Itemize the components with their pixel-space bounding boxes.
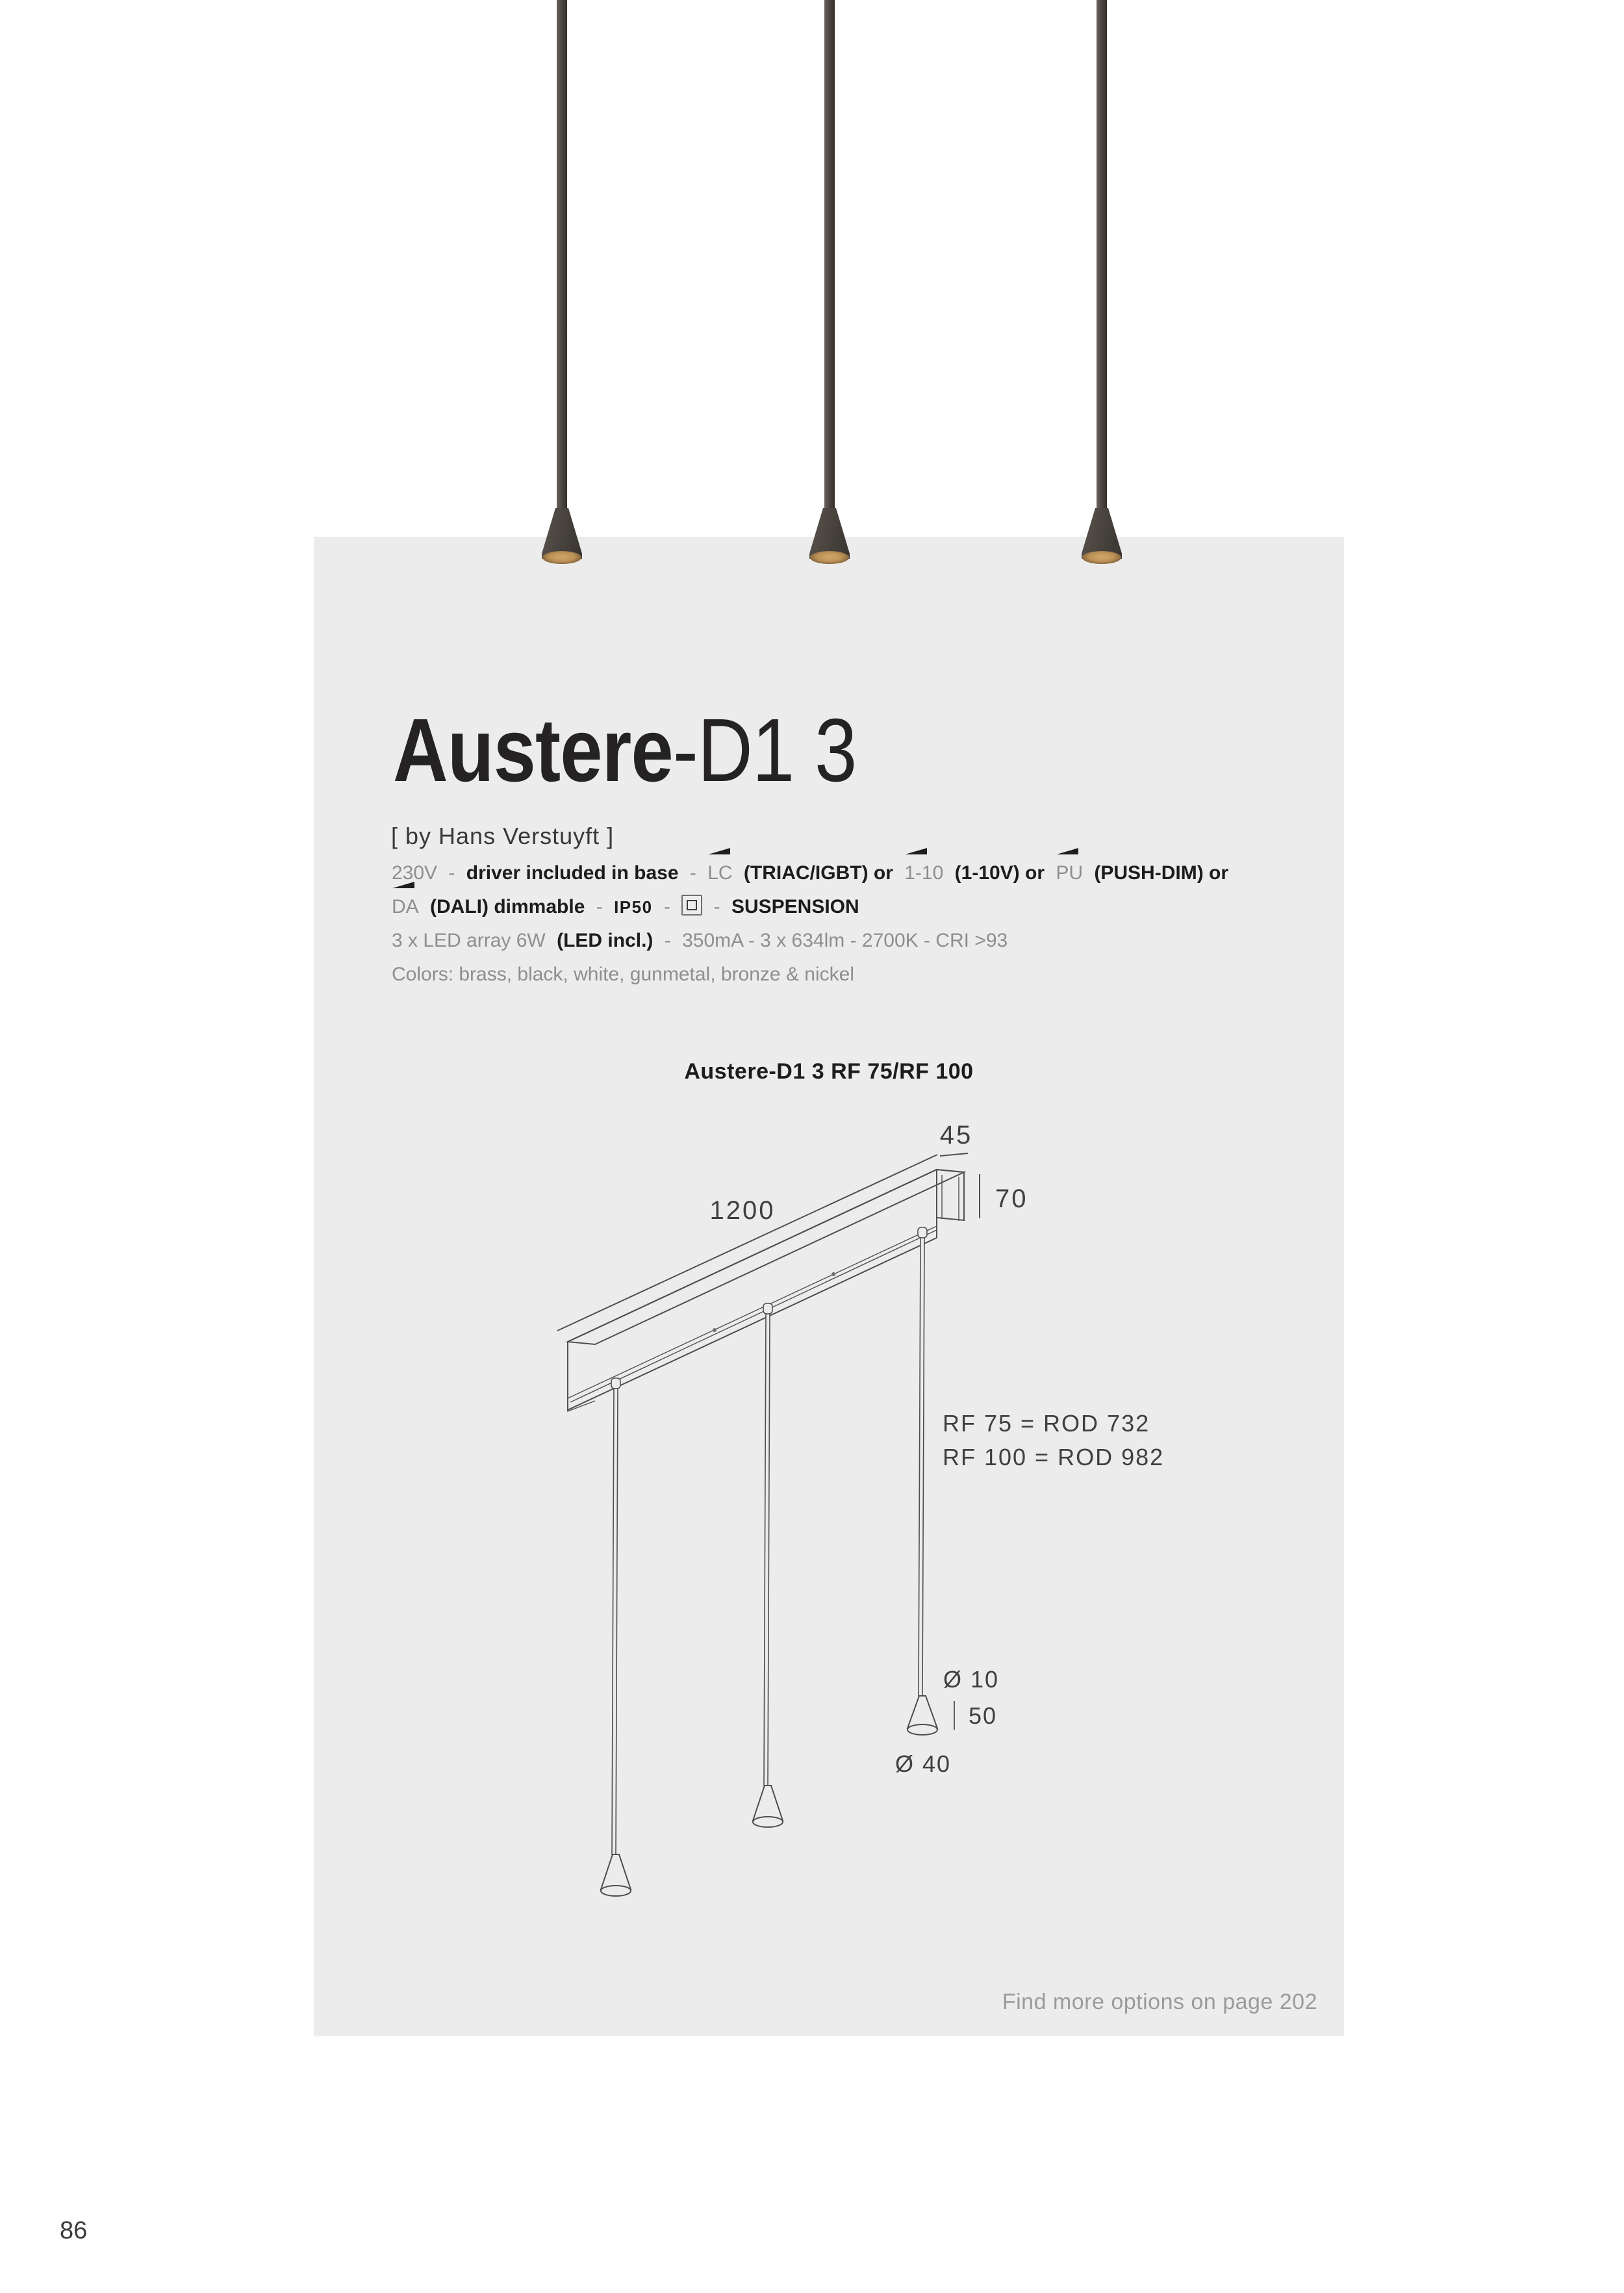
rod-collar bbox=[918, 1227, 927, 1238]
color-options: Colors: brass, black, white, gunmetal, bronze & nickel bbox=[392, 964, 854, 985]
groove-screw-dot bbox=[713, 1328, 717, 1332]
dim-label-dali: (DALI) dimmable bbox=[430, 896, 585, 917]
dim-code-pu-label: PU bbox=[1056, 862, 1084, 884]
dim-code-lc-label: LC bbox=[707, 862, 733, 884]
spec-line-3 bbox=[392, 924, 1228, 958]
product-title-name: Austere bbox=[393, 700, 673, 801]
drawing-cone-2 bbox=[753, 1786, 783, 1821]
drawing-cone-2-opening bbox=[753, 1817, 783, 1827]
product-title bbox=[393, 700, 857, 801]
electrical-spec: 350mA - 3 x 634lm - 2700K - CRI >93 bbox=[682, 930, 1008, 951]
footer-note: Find more options on page 202 bbox=[1002, 1990, 1317, 2014]
diagram-caption: Austere-D1 3 RF 75/RF 100 bbox=[684, 1059, 974, 1084]
dim-label-1200: 1200 bbox=[709, 1196, 776, 1225]
drawing-rod-1 bbox=[612, 1389, 618, 1854]
ip-rating: IP50 bbox=[614, 897, 653, 917]
mount-type: SUSPENSION bbox=[731, 896, 859, 917]
dim-label-45: 45 bbox=[939, 1121, 973, 1149]
drawing-rod-3 bbox=[919, 1238, 924, 1696]
rod-collar bbox=[763, 1303, 772, 1314]
drawing-cone-3-opening bbox=[907, 1724, 937, 1735]
dim-code-1-10 bbox=[904, 856, 943, 890]
dim-code-da bbox=[392, 890, 419, 924]
led-array-spec: 3 x LED array 6W bbox=[392, 930, 546, 951]
pendant-rod bbox=[824, 0, 835, 509]
dim-label-rod-diameter: Ø 10 bbox=[943, 1666, 1000, 1693]
pendant-photo-3 bbox=[1082, 0, 1122, 567]
separator: - bbox=[596, 896, 603, 917]
pendant-photo-1 bbox=[542, 0, 582, 567]
spec-line-4 bbox=[392, 958, 1228, 992]
dim-code-da-label: DA bbox=[392, 896, 419, 917]
separator: - bbox=[448, 862, 455, 884]
dim-label-70: 70 bbox=[995, 1185, 1028, 1213]
separator: - bbox=[663, 896, 670, 917]
separator: - bbox=[664, 930, 671, 951]
suspension-icon bbox=[681, 895, 702, 916]
rod-note-rf75: RF 75 = ROD 732 bbox=[943, 1410, 1150, 1437]
drawing-cone-1 bbox=[601, 1854, 631, 1889]
dim-code-pu bbox=[1056, 856, 1083, 890]
spec-block bbox=[392, 856, 1228, 992]
dim-label-1-10v: (1-10V) or bbox=[954, 862, 1045, 884]
drawing-cone-3 bbox=[907, 1696, 937, 1728]
drawing-rod-2 bbox=[764, 1314, 770, 1786]
pendant-rod bbox=[1097, 0, 1107, 509]
product-title-variant: -D1 3 bbox=[672, 700, 857, 801]
rail-left-end-tip bbox=[568, 1398, 595, 1411]
dim-label-push: (PUSH-DIM) or bbox=[1094, 862, 1229, 884]
groove-screw-dot bbox=[831, 1272, 835, 1276]
page-number: 86 bbox=[60, 2217, 88, 2244]
technical-drawing bbox=[314, 1121, 1344, 1934]
pendant-rod bbox=[557, 0, 567, 509]
rail-groove-line bbox=[568, 1226, 937, 1398]
pendant-photo-2 bbox=[809, 0, 850, 567]
pendant-light-glow bbox=[1082, 551, 1121, 564]
dim-label-cone-diameter: Ø 40 bbox=[895, 1750, 952, 1777]
rail-groove-line bbox=[570, 1230, 937, 1402]
pendant-light-glow bbox=[542, 551, 581, 564]
separator: - bbox=[713, 896, 720, 917]
pendant-light-glow bbox=[810, 551, 849, 564]
dim-tick-45 bbox=[940, 1153, 968, 1156]
dim-label-50: 50 bbox=[969, 1702, 998, 1729]
spec-line-2 bbox=[392, 890, 1228, 924]
driver-note: driver included in base bbox=[466, 862, 679, 884]
suspension-icon-inner bbox=[687, 900, 697, 910]
dim-code-lc bbox=[707, 856, 732, 890]
rod-collar bbox=[611, 1378, 620, 1389]
dim-line-1200 bbox=[557, 1155, 937, 1331]
designer-byline: [ by Hans Verstuyft ] bbox=[391, 823, 615, 849]
dim-label-triac: (TRIAC/IGBT) or bbox=[743, 862, 893, 884]
drawing-cone-1-opening bbox=[601, 1886, 631, 1896]
dim-code-1-10-label: 1-10 bbox=[904, 862, 944, 884]
led-included: (LED incl.) bbox=[557, 930, 653, 951]
separator: - bbox=[689, 862, 696, 884]
rail-end-face bbox=[937, 1170, 964, 1220]
spec-line-1 bbox=[392, 856, 1228, 890]
voltage-value: 230V bbox=[392, 862, 438, 884]
rod-note-rf100: RF 100 = ROD 982 bbox=[943, 1444, 1165, 1470]
